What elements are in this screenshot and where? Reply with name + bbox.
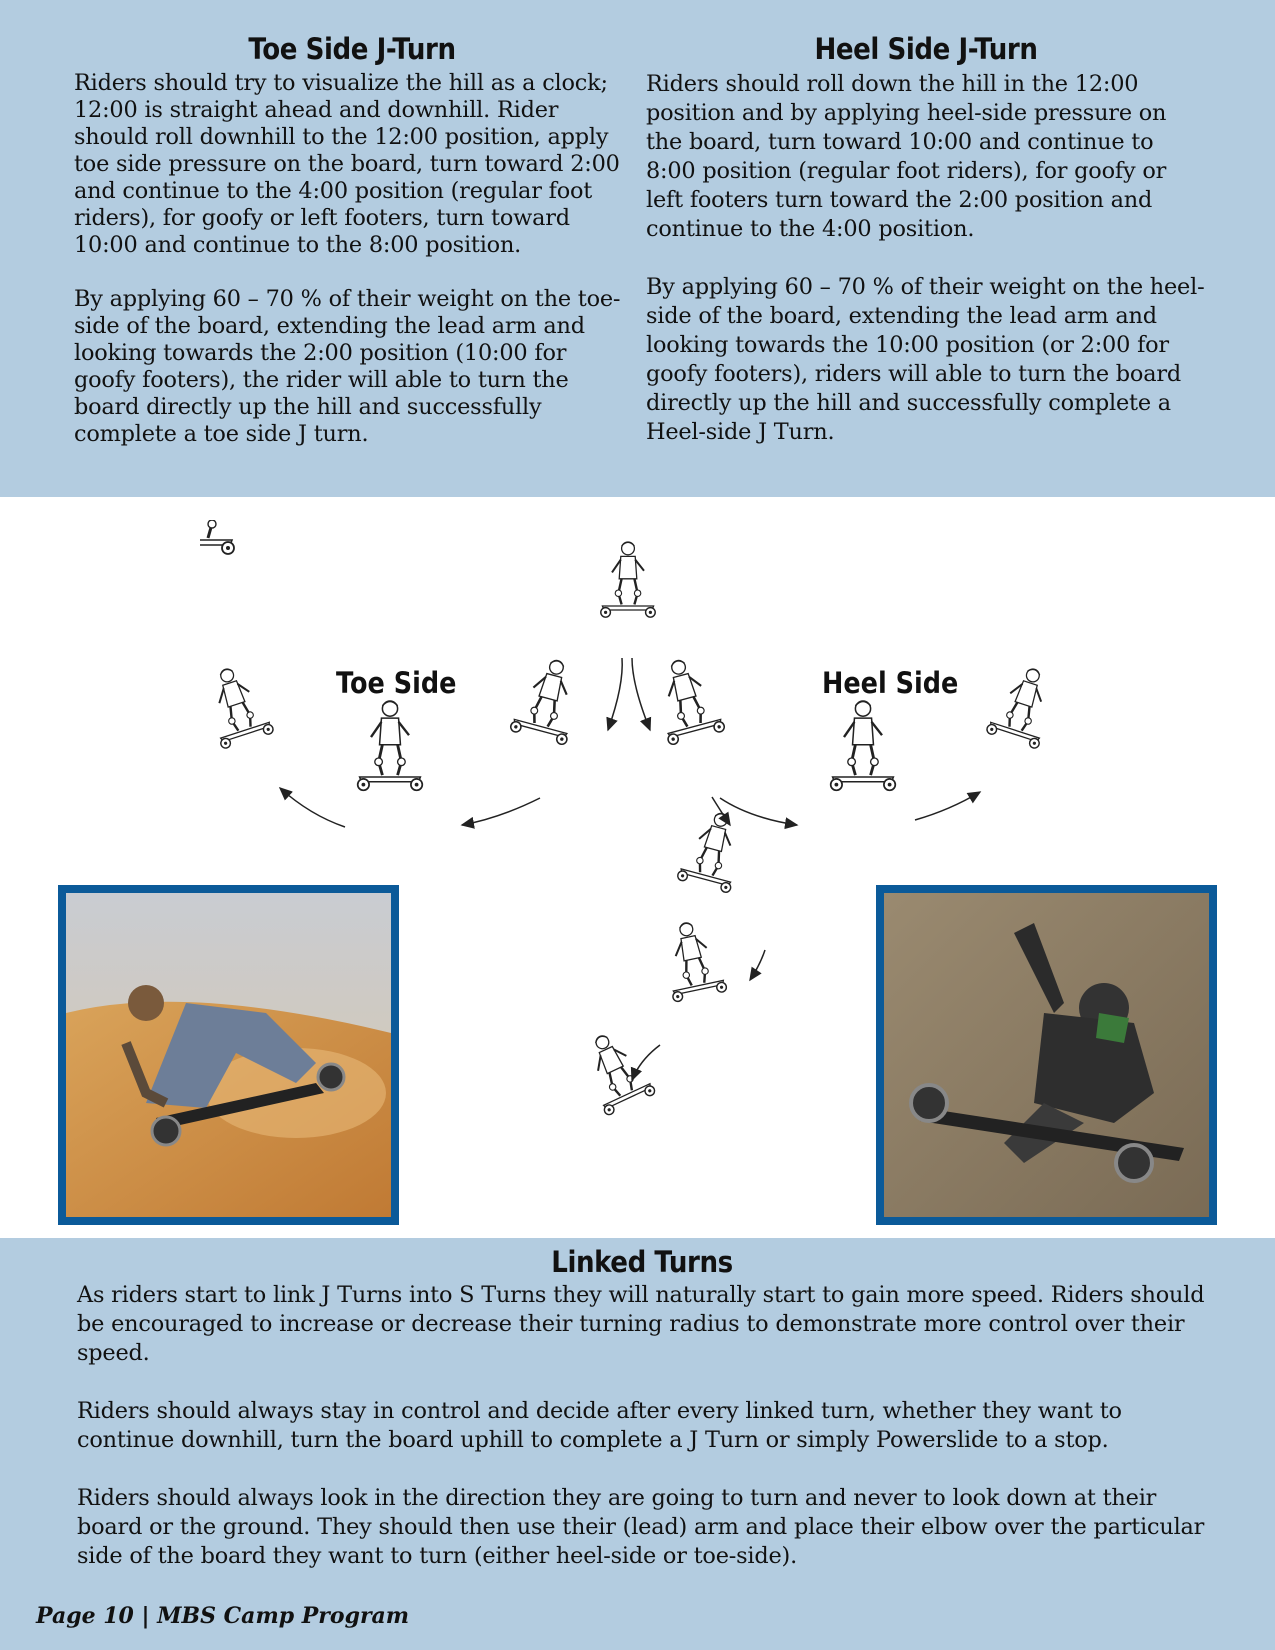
arrow-split-right bbox=[632, 658, 650, 730]
rider-down-1 bbox=[200, 520, 234, 554]
rider-down-1 bbox=[677, 807, 749, 894]
toe-side-paragraph-2: By applying 60 – 70 % of their weight on the toe-side of the board, extending the lead arm and looking towards the 2:00 position (10:00 for goofy footers), the rider will able to turn the board directly up the hill and successfully complete a toe side J turn. bbox=[74, 286, 621, 447]
rider-down-2 bbox=[658, 917, 727, 1002]
heel-side-photo bbox=[876, 885, 1217, 1225]
rider-top bbox=[601, 542, 655, 617]
arrow-down-2 bbox=[750, 950, 765, 980]
hill-rider-image bbox=[884, 893, 1209, 1217]
arrow-down-3 bbox=[632, 1045, 660, 1080]
rider-toe-3 bbox=[200, 661, 274, 749]
toe-side-column bbox=[74, 32, 630, 475]
toe-side-heading: Toe Side J-Turn bbox=[248, 32, 456, 66]
heel-side-paragraph-2: By applying 60 – 70 % of their weight on the heel-side of the board, extending the lead arm and looking towards the 10:00 position (or 2:00 for goofy footers), riders will able to turn the board directly up the hill and successfully complete a Heel-side J Turn. bbox=[646, 274, 1205, 445]
heel-side-paragraph-1: Riders should roll down the hill in the 12:00 position and by applying heel-side pressure on the board, turn toward 10:00 and continue to 8:00 position (regular foot riders), for goofy or left footers turn toward the 2:00 position and continue to the 4:00 position. bbox=[646, 71, 1167, 242]
linked-turns-paragraph-3: Riders should always look in the direction they are going to turn and never to look down at their board or the ground. They should then use their (lead) arm and place their elbow over the particular side of the board they want to turn (either heel-side or toe-side). bbox=[77, 1485, 1205, 1569]
toe-side-photo bbox=[58, 885, 399, 1225]
arrow-split-left bbox=[608, 658, 622, 730]
rider-heel-2 bbox=[831, 701, 896, 790]
heel-side-column bbox=[646, 32, 1206, 476]
linked-turns-heading: Linked Turns bbox=[551, 1245, 733, 1279]
rider-heel-3 bbox=[986, 661, 1061, 749]
rider-toe-2 bbox=[358, 701, 423, 790]
linked-turns-section bbox=[77, 1245, 1207, 1600]
arrow-toe-1 bbox=[462, 798, 540, 825]
toe-side-diagram-label: Toe Side bbox=[336, 666, 457, 700]
arrow-heel-1 bbox=[720, 798, 797, 825]
heel-side-heading: Heel Side J-Turn bbox=[814, 32, 1038, 66]
linked-turns-paragraph-1: As riders start to link J Turns into S Turns they will naturally start to gain more speed. Riders should be encouraged to increase or decrease their turning radius to demonstrate more control over their speed. bbox=[77, 1282, 1205, 1366]
rider-down-3 bbox=[575, 1025, 656, 1116]
desert-rider-image bbox=[66, 893, 391, 1217]
rider-toe-1 bbox=[510, 653, 587, 745]
arrow-heel-2 bbox=[915, 792, 980, 820]
toe-side-paragraph-1: Riders should try to visualize the hill as a clock; 12:00 is straight ahead and downhill. Rider should roll downhill to the 12:00 position, apply toe side pressure on the board, turn toward 2:00 and continue to the 4:00 position (regular foot riders), for goofy or left footers, turn toward 10:00 and continue to the 8:00 position. bbox=[74, 70, 620, 258]
linked-turns-paragraph-2: Riders should always stay in control and decide after every linked turn, whether they want to continue downhill, turn the board uphill to complete a J Turn or simply Powerslide to a stop. bbox=[77, 1398, 1122, 1453]
rider-heel-1 bbox=[649, 653, 726, 745]
arrow-toe-2 bbox=[280, 788, 345, 827]
heel-side-diagram-label: Heel Side bbox=[822, 666, 959, 700]
page-footer: Page 10 | MBS Camp Program bbox=[36, 1603, 410, 1629]
